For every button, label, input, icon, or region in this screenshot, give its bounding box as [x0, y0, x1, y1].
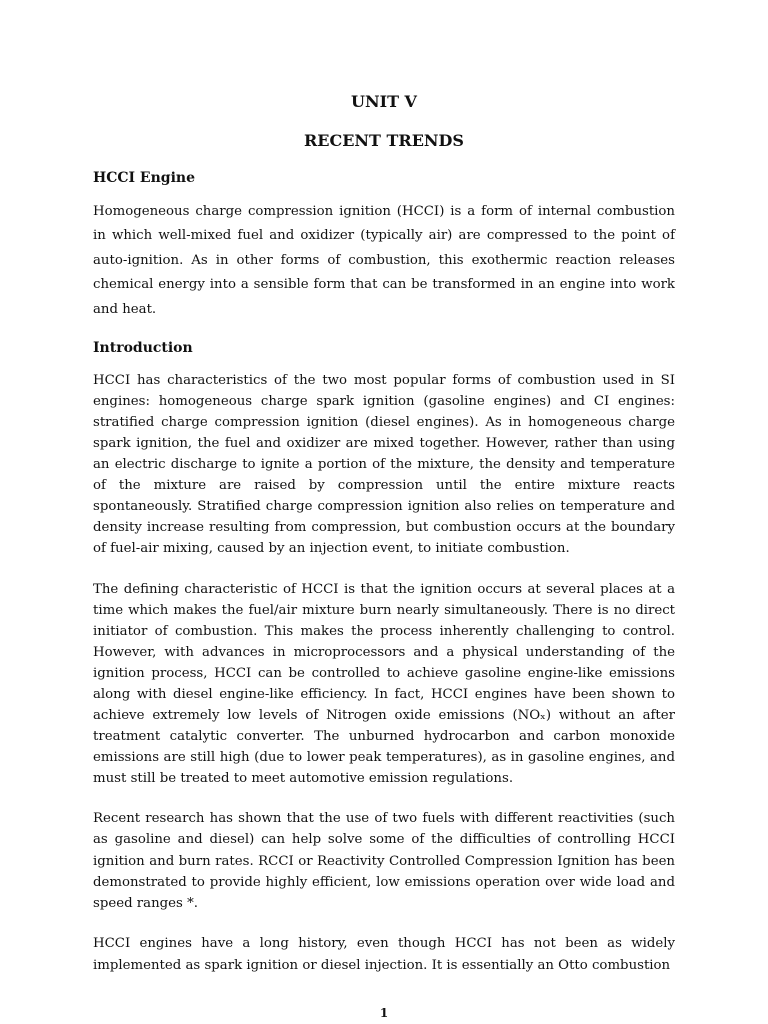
unit-title: UNIT V	[351, 92, 417, 111]
intro-paragraph-4: HCCI engines have a long history, even though HCCI has not been as widely implemented as spark ignition or diesel injection. It is essentially an Otto combustion	[93, 935, 675, 973]
intro-paragraph-3: Recent research has shown that the use of two fuels with different reactivities (such as gasoline and diesel) can help solve some of the difficulties of controlling HCCI ignition and burn rates. RCCI or Reactivity Controlled Compression Ignition has been demonstrated to provide highly efficient, low emissions operation over wide load and speed ranges *.	[93, 811, 675, 912]
hcci-definition-paragraph: Homogeneous charge compression ignition (HCCI) is a form of internal combustion in which well-mixed fuel and oxidizer (typically air) are compressed to the point of auto-ignition. As in other forms of combustion, this exothermic reaction releases chemical energy into a sensible form that can be transformed in an engine into work and heat.	[93, 204, 675, 317]
section-title: RECENT TRENDS	[304, 131, 464, 150]
hcci-engine-heading: HCCI Engine	[93, 170, 195, 186]
page-number: 1	[379, 1006, 389, 1020]
introduction-heading: Introduction	[93, 340, 193, 357]
intro-paragraph-1: HCCI has characteristics of the two most popular forms of combustion used in SI engines: homogeneous charge spark ignition (gasoline engines) and CI engines: stratified charge compression ignition (diesel engines). As in homogeneous charge spark ignition, the fuel and oxidizer are mixed together. However, rather than using an electric discharge to ignite a portion of the mixture, the density and temperature of the mixture are raised by compression until the entire mixture reacts spontaneously. Stratified charge compression ignition also relies on temperature and density increase resulting from compression, but combustion occurs at the boundary of fuel-air mixing, caused by an injection event, to initiate combustion.	[93, 373, 675, 557]
page-content	[93, 92, 675, 977]
intro-paragraph-2: The defining characteristic of HCCI is that the ignition occurs at several places at a time which makes the fuel/air mixture burn nearly simultaneously. There is no direct initiator of combustion. This makes the process inherently challenging to control. However, with advances in microprocessors and a physical understanding of the ignition process, HCCI can be controlled to achieve gasoline engine-like emissions along with diesel engine-like efficiency. In fact, HCCI engines have been shown to achieve extremely low levels of Nitrogen oxide emissions (NOₓ) without an after treatment catalytic converter. The unburned hydrocarbon and carbon monoxide emissions are still high (due to lower peak temperatures), as in gasoline engines, and must still be treated to meet automotive emission regulations.	[93, 582, 675, 787]
